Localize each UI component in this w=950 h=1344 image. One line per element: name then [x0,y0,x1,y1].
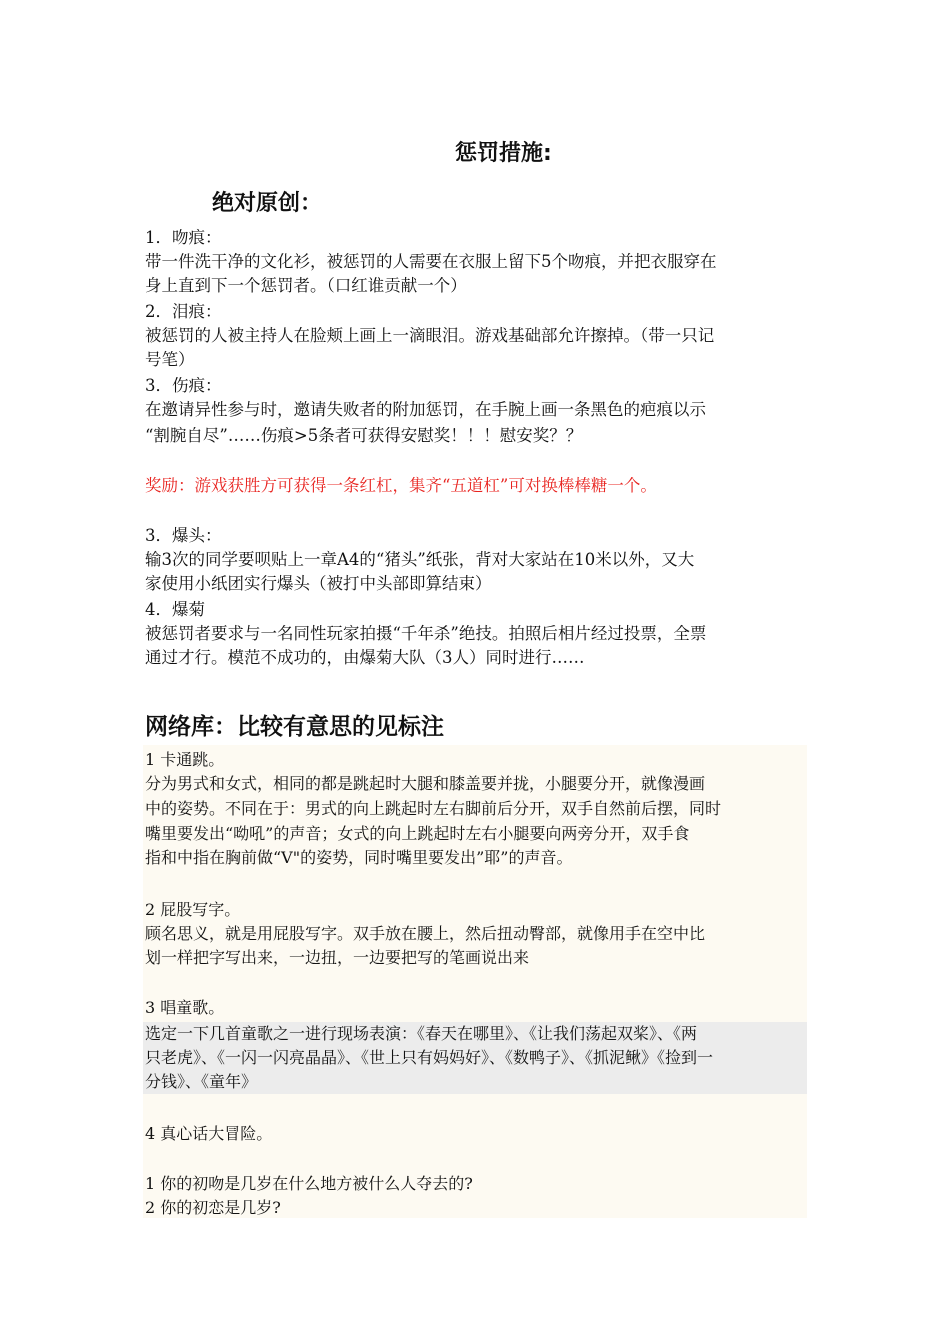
list-item: 2 你的初恋是几岁? [145,1198,281,1217]
list-item: 只老虎》、《一闪一闪亮晶晶》、《世上只有妈妈好》、《数鸭子》、《抓泥鳅》《捡到一 [145,1048,714,1067]
paragraph-line: 1．吻痕： [145,228,222,247]
list-item: 3 唱童歌。 [145,998,225,1017]
list-item: 1 卡通跳。 [145,750,225,769]
reward-note: 奖励：游戏获胜方可获得一条红杠，集齐“五道杠”可对换棒棒糖一个。 [145,476,657,495]
list-item: 中的姿势。不同在于：男式的向上跳起时左右脚前后分开，双手自然前后摆，同时 [145,799,722,818]
list-item: 4 真心话大冒险。 [145,1124,273,1143]
paragraph-line: 在邀请异性参与时，邀请失败者的附加惩罚，在手腕上画一条黑色的疤痕以示 [145,400,706,419]
list-item: 嘴里要发出“呦吼”的声音；女式的向上跳起时左右小腿要向两旁分开，双手食 [145,824,690,843]
paragraph-line: 被惩罚者要求与一名同性玩家拍摄“千年杀”绝技。拍照后相片经过投票，全票 [145,624,707,643]
list-item: 顾名思义，就是用屁股写字。双手放在腰上，然后扭动臀部，就像用手在空中比 [145,924,706,943]
page-subtitle: 绝对原创： [212,191,323,216]
paragraph-line: 通过才行。模范不成功的，由爆菊大队（3人）同时进行…… [145,648,585,667]
list-item: 分为男式和女式，相同的都是跳起时大腿和膝盖要并拢，小腿要分开，就像漫画 [145,774,706,793]
paragraph-line: “割腕自尽”……伤痕>5条者可获得安慰奖！！！慰安奖？？ [145,426,583,445]
list-item: 划一样把字写出来，一边扭，一边要把写的笔画说出来 [145,948,530,967]
list-item: 指和中指在胸前做“V"的姿势，同时嘴里要发出”耶”的声音。 [145,848,573,867]
section-heading: 网络库：比较有意思的见标注 [145,714,444,740]
paragraph-line: 家使用小纸团实行爆头（被打中头部即算结束） [145,574,492,593]
paragraph-line: 号笔） [145,350,195,369]
paragraph-line: 3．爆头： [145,526,222,545]
paragraph-line: 身上直到下一个惩罚者。（口红谁贡献一个） [145,276,467,295]
paragraph-line: 4．爆菊 [145,600,205,619]
page-title: 惩罚措施: [455,141,552,166]
paragraph-line: 3．伤痕： [145,376,222,395]
list-item: 1 你的初吻是几岁在什么地方被什么人夺去的? [145,1174,473,1193]
paragraph-line: 输3次的同学要呗贴上一章A4的“猪头”纸张，背对大家站在10米以外，又大 [145,550,695,569]
list-item: 2 屁股写字。 [145,900,241,919]
list-item: 分钱》、《童年》 [145,1072,258,1091]
list-item: 选定一下几首童歌之一进行现场表演：《春天在哪里》、《让我们荡起双桨》、《两 [145,1024,698,1043]
paragraph-line: 2．泪痕： [145,302,222,321]
paragraph-line: 被惩罚的人被主持人在脸颊上画上一滴眼泪。游戏基础部允许擦掉。（带一只记 [145,326,715,345]
paragraph-line: 带一件洗干净的文化衫，被惩罚的人需要在衣服上留下5个吻痕，并把衣服穿在 [145,252,717,271]
